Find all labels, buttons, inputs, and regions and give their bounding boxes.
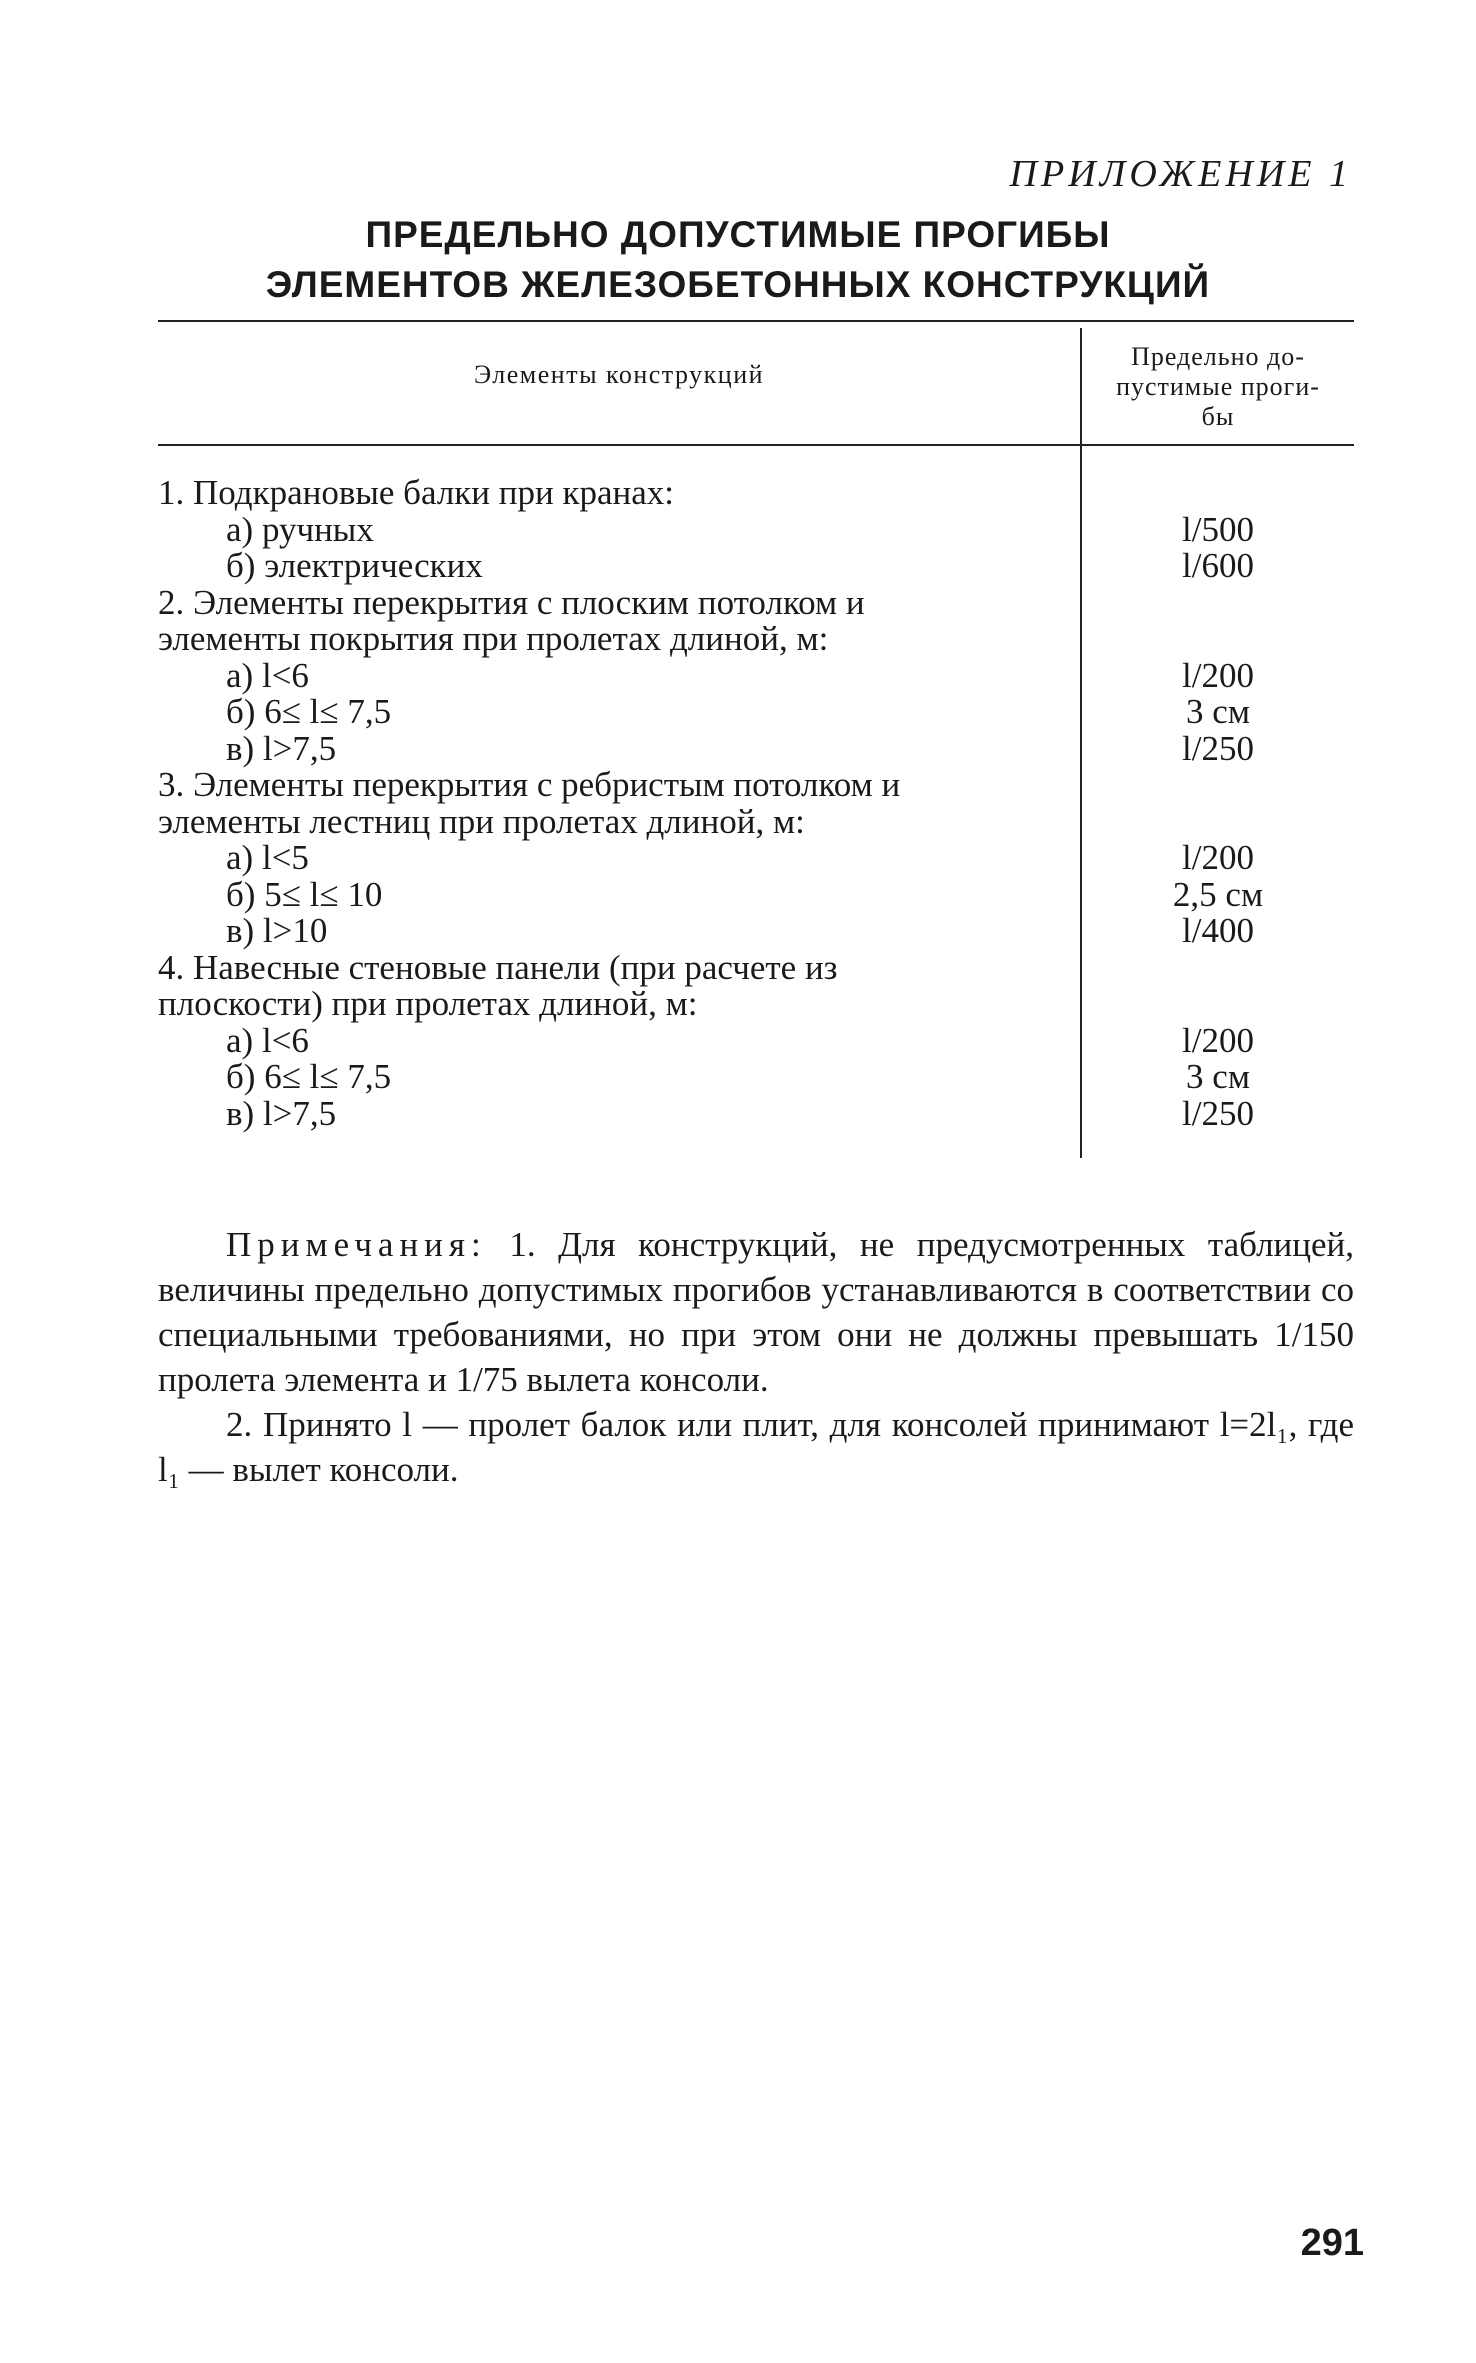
deflection-cell: l/200 <box>1182 655 1254 695</box>
element-cell: а) ручных <box>226 509 374 549</box>
table-row <box>158 874 1354 914</box>
header-deflections <box>1082 342 1354 432</box>
note-1-text: 1. Для конструкций, не предусмотренных таблицей, величины предельно допустимых прогибов устанавливаются в соответствии со специальными требованиями, но при этом они не должны превышать 1/150 пролета элемента и 1/75 вылета консоли. <box>158 1225 1355 1399</box>
header-bottom-rule <box>158 444 1354 446</box>
table-body <box>158 475 1354 1132</box>
deflection-cell: l/250 <box>1182 728 1254 768</box>
deflection-cell: 3 см <box>1186 692 1250 731</box>
note-2 <box>158 1402 1354 1492</box>
table-row <box>158 1093 1354 1133</box>
title-line-1: ПРЕДЕЛЬНО ДОПУСТИМЫЕ ПРОГИБЫ <box>365 214 1111 255</box>
deflection-cell: l/200 <box>1182 1020 1254 1060</box>
deflection-cell: l/200 <box>1182 838 1254 877</box>
page-number: 291 <box>1300 2222 1364 2264</box>
element-cell: в) l>10 <box>226 911 328 950</box>
note-2-text: 2. Принято l — пролет балок или плит, для консолей принимают l=2l₁, где l₁ — вылет консоли. <box>158 1405 1354 1489</box>
table-row <box>158 582 1354 622</box>
element-cell: в) l>7,5 <box>226 728 337 768</box>
header-elements: Элементы конструкций <box>473 360 765 389</box>
deflection-cell: 2,5 см <box>1172 874 1264 914</box>
appendix-label: ПРИЛОЖЕНИЕ 1 <box>1009 153 1352 195</box>
header-deflections-line: Предельно до- <box>1131 342 1305 371</box>
notes-label: Примечания: <box>226 1225 487 1264</box>
deflection-cell: l/250 <box>1182 1093 1254 1133</box>
element-cell: элементы лестниц при пролетах длиной, м: <box>158 801 805 841</box>
deflection-cell: l/500 <box>1182 509 1254 549</box>
table-row <box>158 1020 1354 1060</box>
note-1 <box>158 1222 1354 1402</box>
deflection-cell: l/400 <box>1182 911 1254 950</box>
deflection-cell: 3 см <box>1186 1057 1250 1096</box>
table-row <box>158 694 1354 731</box>
table-row <box>158 728 1354 768</box>
header-deflections-line: бы <box>1201 402 1235 431</box>
table-row <box>158 986 1354 1023</box>
element-cell: а) l<5 <box>226 838 309 877</box>
element-cell: 3. Элементы перекрытия с ребристым потолком и <box>158 765 901 804</box>
table-top-rule <box>158 320 1354 322</box>
element-cell: 4. Навесные стеновые панели (при расчете из <box>158 947 838 987</box>
element-cell: в) l>7,5 <box>226 1093 337 1133</box>
element-cell: б) 6≤ l≤ 7,5 <box>226 692 392 731</box>
table-row <box>158 621 1354 658</box>
table-row <box>158 801 1354 841</box>
element-cell: а) l<6 <box>226 655 309 695</box>
element-cell: элементы покрытия при пролетах длиной, м: <box>158 619 829 658</box>
table-row <box>158 655 1354 695</box>
table-row <box>158 913 1354 950</box>
title-line-2: ЭЛЕМЕНТОВ ЖЕЛЕЗОБЕТОННЫХ КОНСТРУКЦИЙ <box>265 264 1211 305</box>
page-title <box>0 210 1476 310</box>
table-row <box>158 475 1354 512</box>
table-row <box>158 548 1354 585</box>
deflection-cell: l/600 <box>1182 546 1254 585</box>
notes <box>158 1222 1354 1492</box>
element-cell: б) 6≤ l≤ 7,5 <box>226 1057 392 1096</box>
table-row <box>158 840 1354 877</box>
element-cell: б) 5≤ l≤ 10 <box>226 874 383 914</box>
table-row <box>158 947 1354 987</box>
table-row <box>158 509 1354 549</box>
element-cell: плоскости) при пролетах длиной, м: <box>158 984 698 1023</box>
element-cell: а) l<6 <box>226 1020 309 1060</box>
element-cell: 2. Элементы перекрытия с плоским потолком и <box>158 582 865 622</box>
table-row <box>158 1059 1354 1096</box>
header-deflections-line: пустимые проги- <box>1116 372 1320 401</box>
element-cell: 1. Подкрановые балки при кранах: <box>158 473 675 512</box>
element-cell: б) электрических <box>226 546 483 585</box>
table-row <box>158 767 1354 804</box>
